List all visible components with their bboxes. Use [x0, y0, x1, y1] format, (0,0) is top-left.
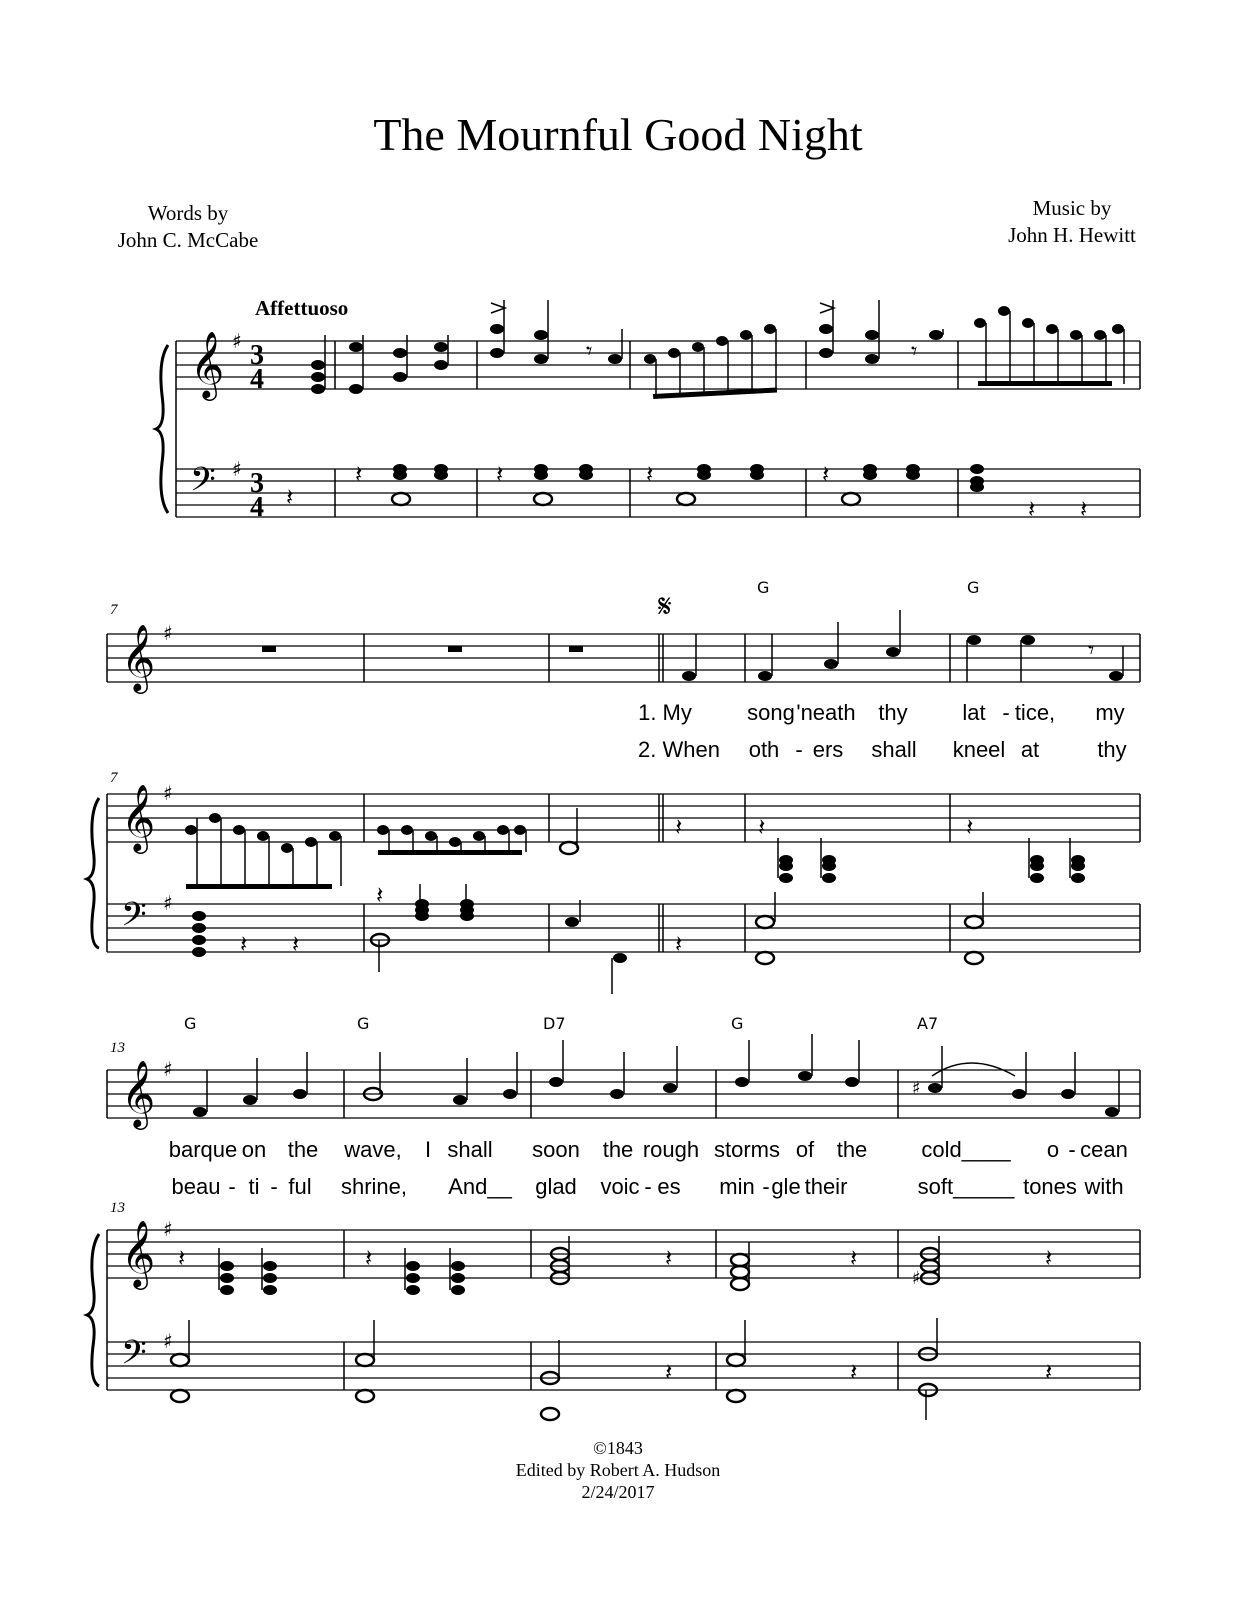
- lyric-syllable: ers: [812, 737, 844, 762]
- svg-text:𝄽: 𝄽: [178, 1244, 186, 1272]
- svg-text:𝄾: 𝄾: [586, 337, 593, 365]
- svg-text:𝄽: 𝄽: [1080, 495, 1088, 523]
- lyric-syllable: thy: [1097, 737, 1127, 762]
- lyric-syllable: shrine,: [340, 1174, 408, 1199]
- accidentals: [912, 1078, 921, 1289]
- lyric-syllable: the: [602, 1137, 634, 1162]
- editor-credit: Edited by Robert A. Hudson: [515, 1460, 721, 1480]
- treble-clef-icon: 𝄞: [121, 1059, 156, 1127]
- lyric-syllable: soon: [532, 1137, 580, 1162]
- svg-text:𝄽: 𝄽: [966, 813, 974, 841]
- lyric-syllable: ti: [248, 1174, 260, 1199]
- lyric-syllable: -: [644, 1174, 652, 1199]
- lyric-syllable: with: [1084, 1174, 1124, 1199]
- edit-date: 2/24/2017: [581, 1482, 655, 1502]
- lyric-syllable: glad: [535, 1174, 577, 1199]
- svg-text:𝄽: 𝄽: [850, 1244, 858, 1272]
- music-credit-label: Music by: [1032, 196, 1112, 220]
- lyric-syllable: And__: [448, 1174, 512, 1199]
- lyric-syllable: -: [795, 737, 803, 762]
- treble-clef-icon: 𝄞: [121, 623, 156, 691]
- lyric-syllable: -: [270, 1174, 278, 1199]
- lyric-syllable: cold____: [921, 1137, 1011, 1162]
- treble-clef-icon: 𝄞: [121, 1219, 156, 1287]
- lyric-syllable: the: [287, 1137, 319, 1162]
- lyric-syllable: -: [1002, 700, 1010, 725]
- lyric-syllable: o: [1046, 1137, 1060, 1162]
- svg-text:𝄽: 𝄽: [665, 1358, 673, 1386]
- lyric-syllable: -: [762, 1174, 770, 1199]
- svg-text:3: 3: [250, 340, 264, 371]
- words-credit-label: Words by: [147, 201, 229, 225]
- svg-text:𝄽: 𝄽: [496, 460, 504, 488]
- lyric-syllable: min: [719, 1174, 755, 1199]
- lyric-syllable: tones: [1023, 1174, 1077, 1199]
- lyric-syllable: ful: [288, 1174, 312, 1199]
- lyric-syllable: thy: [878, 700, 908, 725]
- lyric-syllable: -: [228, 1174, 236, 1199]
- lyric-syllable: shall: [871, 737, 917, 762]
- lyric-syllable: 1. My: [638, 700, 692, 725]
- chord-symbol: G: [967, 578, 980, 597]
- svg-text:𝄽: 𝄽: [675, 813, 683, 841]
- lyric-syllable: lat: [962, 700, 986, 725]
- chord-symbol: D7: [543, 1014, 566, 1033]
- svg-text:𝄾: 𝄾: [1088, 636, 1095, 664]
- svg-text:4: 4: [250, 364, 264, 395]
- time-signatures: [250, 340, 264, 523]
- rests: [178, 337, 1094, 1386]
- page-title: The Mournful Good Night: [373, 109, 863, 160]
- music-credit-name: John H. Hewitt: [1008, 223, 1136, 247]
- measure-number: 13: [110, 1200, 125, 1216]
- chord-symbol: G: [731, 1014, 744, 1033]
- svg-text:4: 4: [250, 492, 264, 523]
- svg-text:♯: ♯: [163, 781, 173, 805]
- bass-clef-icon: 𝄢: [121, 1334, 147, 1380]
- svg-text:♯: ♯: [912, 1078, 921, 1099]
- lyric-syllable: cean: [1080, 1137, 1128, 1162]
- lyric-syllable: storms: [714, 1137, 780, 1162]
- chord-symbol: G: [757, 578, 770, 597]
- lyric-syllable: voic: [600, 1174, 640, 1199]
- svg-text:𝄽: 𝄽: [675, 930, 683, 958]
- bass-clef-icon: 𝄢: [121, 896, 147, 942]
- lyric-syllable: shall: [447, 1137, 493, 1162]
- svg-text:𝄽: 𝄽: [665, 1244, 673, 1272]
- svg-text:𝄾: 𝄾: [911, 337, 918, 365]
- svg-text:♯: ♯: [232, 457, 242, 481]
- svg-text:𝄽: 𝄽: [822, 460, 830, 488]
- treble-clef-icon: 𝄞: [121, 783, 156, 851]
- lyric-syllable: on: [241, 1137, 267, 1162]
- lyric-syllable: 2. When: [638, 737, 720, 762]
- lyric-syllable: song: [747, 700, 795, 725]
- lyric-syllable: -: [1068, 1137, 1076, 1162]
- svg-text:♯: ♯: [163, 1217, 173, 1241]
- lyric-syllable: of: [795, 1137, 815, 1162]
- lyric-syllable: my: [1095, 700, 1125, 725]
- lyric-syllable: the: [836, 1137, 868, 1162]
- segno-sign: 𝄋: [658, 587, 672, 625]
- measure-number: 7: [110, 602, 118, 618]
- footer: [0, 1437, 1236, 1503]
- bass-clef-icon: 𝄢: [190, 461, 216, 507]
- svg-text:𝄽: 𝄽: [365, 1244, 373, 1272]
- lyric-syllable: their: [804, 1174, 848, 1199]
- svg-text:♯: ♯: [163, 621, 173, 645]
- svg-text:♯: ♯: [163, 891, 173, 915]
- svg-text:𝄽: 𝄽: [292, 930, 300, 958]
- lyric-syllable: barque: [168, 1137, 238, 1162]
- lyric-syllable: oth: [748, 737, 780, 762]
- lyric-syllable: es: [657, 1174, 681, 1199]
- svg-text:𝄽: 𝄽: [240, 930, 248, 958]
- svg-text:𝄽: 𝄽: [376, 881, 384, 909]
- svg-text:𝄽: 𝄽: [850, 1358, 858, 1386]
- lyric-syllable: rough: [642, 1137, 700, 1162]
- svg-text:𝄽: 𝄽: [1045, 1358, 1053, 1386]
- tempo-marking: Affettuoso: [255, 296, 349, 320]
- svg-text:♯: ♯: [232, 329, 242, 353]
- svg-text:♯: ♯: [912, 1268, 921, 1289]
- lyric-syllable: 'neath: [796, 700, 856, 725]
- svg-text:𝄽: 𝄽: [758, 813, 766, 841]
- lyric-syllable: at: [1020, 737, 1040, 762]
- svg-text:3: 3: [250, 468, 264, 499]
- svg-text:♯: ♯: [163, 1329, 173, 1353]
- words-credit-name: John C. McCabe: [117, 228, 259, 252]
- measure-number: 7: [110, 770, 118, 786]
- whole-rests: [262, 646, 583, 652]
- chord-symbol: G: [357, 1014, 370, 1033]
- lyric-syllable: tice,: [1014, 700, 1056, 725]
- svg-text:♯: ♯: [163, 1057, 173, 1081]
- measure-number: 13: [110, 1040, 125, 1056]
- lyric-syllable: beau: [171, 1174, 221, 1199]
- svg-text:𝄽: 𝄽: [1028, 495, 1036, 523]
- lyric-syllable: gle: [771, 1174, 801, 1199]
- svg-text:𝄽: 𝄽: [1045, 1244, 1053, 1272]
- lyric-syllable: I: [424, 1137, 432, 1162]
- svg-text:𝄽: 𝄽: [646, 460, 654, 488]
- chord-symbol: A7: [917, 1014, 939, 1033]
- chord-symbol: G: [184, 1014, 197, 1033]
- lyric-syllable: kneel: [952, 737, 1006, 762]
- treble-clef-icon: 𝄞: [190, 330, 225, 398]
- copyright: ©1843: [593, 1438, 643, 1458]
- svg-text:𝄽: 𝄽: [355, 460, 363, 488]
- lyric-syllable: soft_____: [917, 1174, 1015, 1199]
- lyric-syllable: wave,: [344, 1137, 402, 1162]
- accents: [491, 303, 834, 313]
- svg-text:𝄽: 𝄽: [286, 483, 294, 511]
